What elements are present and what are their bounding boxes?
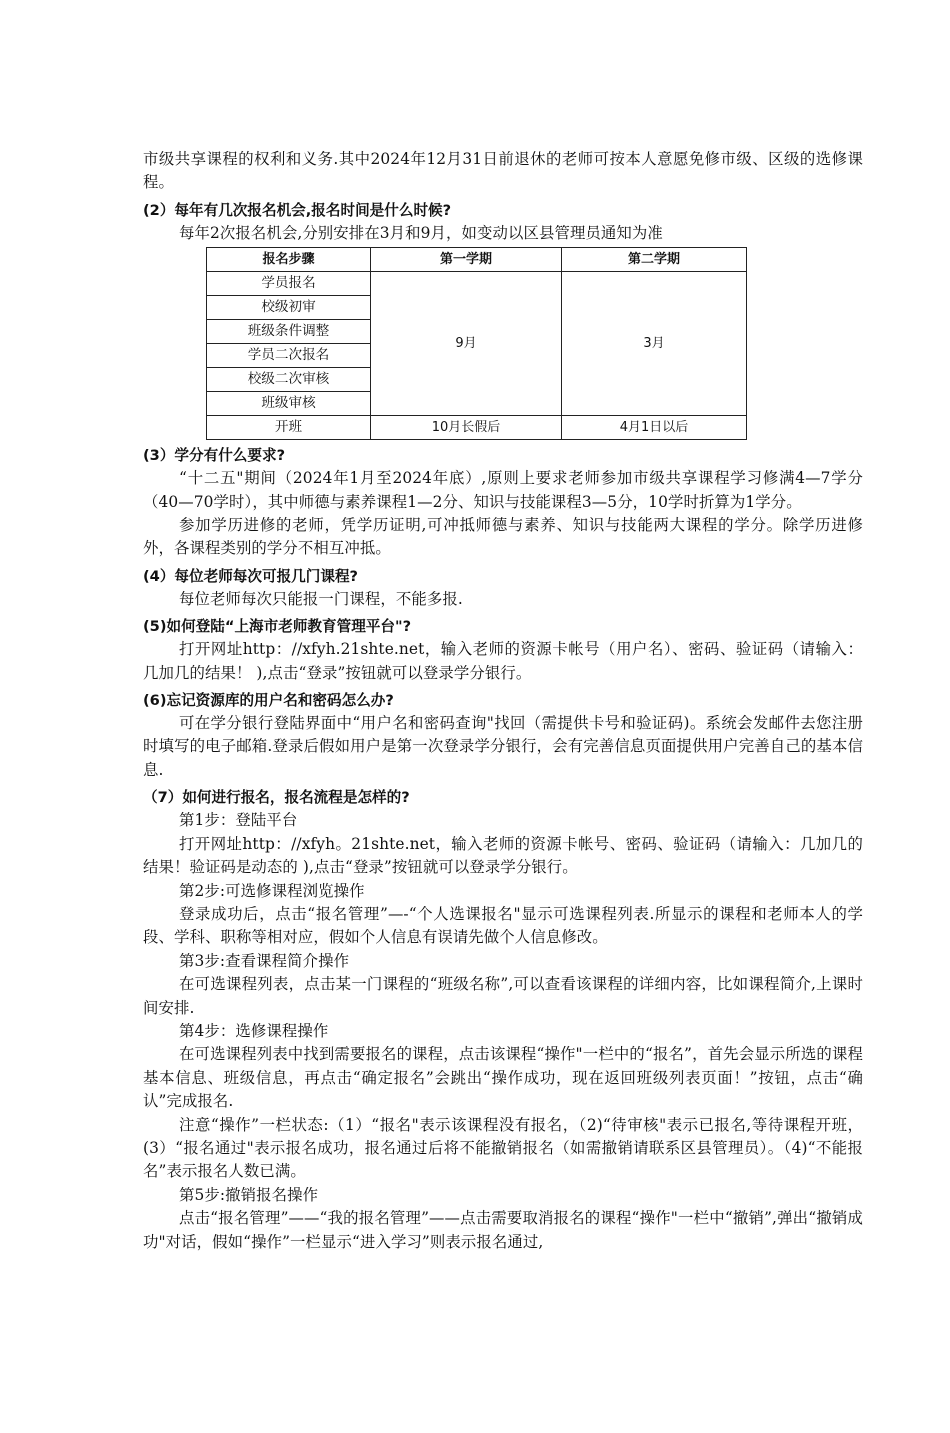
step-cell: 开班 [207, 416, 371, 440]
step1-text: 打开网址http：//xfyh。21shte.net，输入老师的资源卡帐号、密码、验证码（请输入：几加几的结果！验证码是动态的 ),点击“登录”按钮就可以登录学分银行。 [143, 834, 863, 877]
document-page [143, 148, 863, 1254]
step4-title: 第4步：选修课程操作 [179, 1021, 329, 1040]
step5-text: 点击“报名管理”——“我的报名管理”——点击需要取消报名的课程“操作"一栏中“撤销”,弹出“撤销成功"对话，假如“操作”一栏显示“进入学习”则表示报名通过, [143, 1209, 863, 1251]
q5-answer: 打开网址http：//xfyh.21shte.net，输入老师的资源卡帐号（用户名）、密码、验证码（请输入：几加几的结果！ ),点击“登录”按钮就可以登录学分银行。 [143, 640, 863, 682]
step-cell: 校级初审 [207, 296, 371, 320]
step4-note: 注意“操作”一栏状态:（1）“报名"表示该课程没有报名，（2)“待审核"表示已报名,等待课程开班，(3）“报名通过"表示报名成功，报名通过后将不能撤销报名（如需撤销请联系区县管理员）。（4)“不能报名”表示报名人数已满。 [143, 1115, 863, 1181]
term1-month-cell: 9月 [371, 272, 562, 416]
table-header-row [207, 248, 747, 272]
q5-heading: (5)如何登陆“上海市老师教育管理平台"? [143, 618, 412, 636]
step-cell: 校级二次审核 [207, 368, 371, 392]
q3-paragraph-2: 参加学历进修的老师，凭学历证明,可冲抵师德与素养、知识与技能两大课程的学分。除学历进修外，各课程类别的学分不相互冲抵。 [143, 516, 863, 558]
step2-text: 登录成功后，点击“报名管理”—-“个人选课报名"显示可选课程列表.所显示的课程和老师本人的学段、学科、职称等相对应，假如个人信息有误请先做个人信息修改。 [143, 904, 863, 947]
header-steps: 报名步骤 [207, 248, 371, 272]
step-cell: 班级条件调整 [207, 320, 371, 344]
step4-text: 在可选课程列表中找到需要报名的课程，点击该课程“操作"一栏中的“报名”，首先会显示所选的课程基本信息、班级信息，再点击“确定报名”会跳出“操作成功，现在返回班级列表页面！”按钮，点击“确认”完成报名. [143, 1045, 863, 1111]
q4-heading: (4）每位老师每次可报几门课程? [143, 567, 359, 585]
step-cell: 学员二次报名 [207, 344, 371, 368]
q4-answer: 每位老师每次只能报一门课程，不能多报. [179, 589, 463, 608]
step1-title: 第1步：登陆平台 [179, 811, 298, 830]
q2-heading: (2）每年有几次报名机会,报名时间是什么时候? [143, 201, 452, 219]
step3-title: 第3步:查看课程简介操作 [179, 951, 350, 970]
q3-paragraph-1: “十二五"期间（2024年1月至2024年底）,原则上要求老师参加市级共享课程学习修满4—7学分（40—70学时），其中师德与素养课程1—2分、知识与技能课程3—5分，10学时折算为1学分。 [143, 469, 863, 511]
intro-paragraph: 市级共享课程的权利和义务.其中2024年12月31日前退休的老师可按本人意愿免修市级、区级的选修课程。 [143, 150, 863, 192]
q7-heading: （7）如何进行报名，报名流程是怎样的? [143, 789, 410, 807]
term2-month-cell: 3月 [562, 272, 747, 416]
header-term2: 第二学期 [562, 248, 747, 272]
q2-answer: 每年2次报名机会,分别安排在3月和9月，如变动以区县管理员通知为准 [179, 223, 663, 242]
step5-title: 第5步:撤销报名操作 [179, 1185, 319, 1204]
term1-start-cell: 10月长假后 [371, 416, 562, 440]
q3-heading: (3）学分有什么要求? [143, 447, 286, 465]
q6-answer: 可在学分银行登陆界面中“用户名和密码查询"找回（需提供卡号和验证码)。系统会发邮件去您注册时填写的电子邮箱.登录后假如用户是第一次登录学分银行，会有完善信息页面提供用户完善自己的基本信息. [143, 714, 863, 779]
step3-text: 在可选课程列表，点击某一门课程的“班级名称”,可以查看该课程的详细内容，比如课程简介,上课时间安排. [143, 975, 863, 1017]
table-row [207, 416, 747, 440]
q6-heading: (6)忘记资源库的用户名和密码怎么办? [143, 692, 394, 710]
step2-title: 第2步:可选修课程浏览操作 [179, 881, 365, 900]
step-cell: 学员报名 [207, 272, 371, 296]
header-term1: 第一学期 [371, 248, 562, 272]
table-row [207, 272, 747, 296]
registration-schedule-table [206, 247, 747, 440]
term2-start-cell: 4月1日以后 [562, 416, 747, 440]
step-cell: 班级审核 [207, 392, 371, 416]
